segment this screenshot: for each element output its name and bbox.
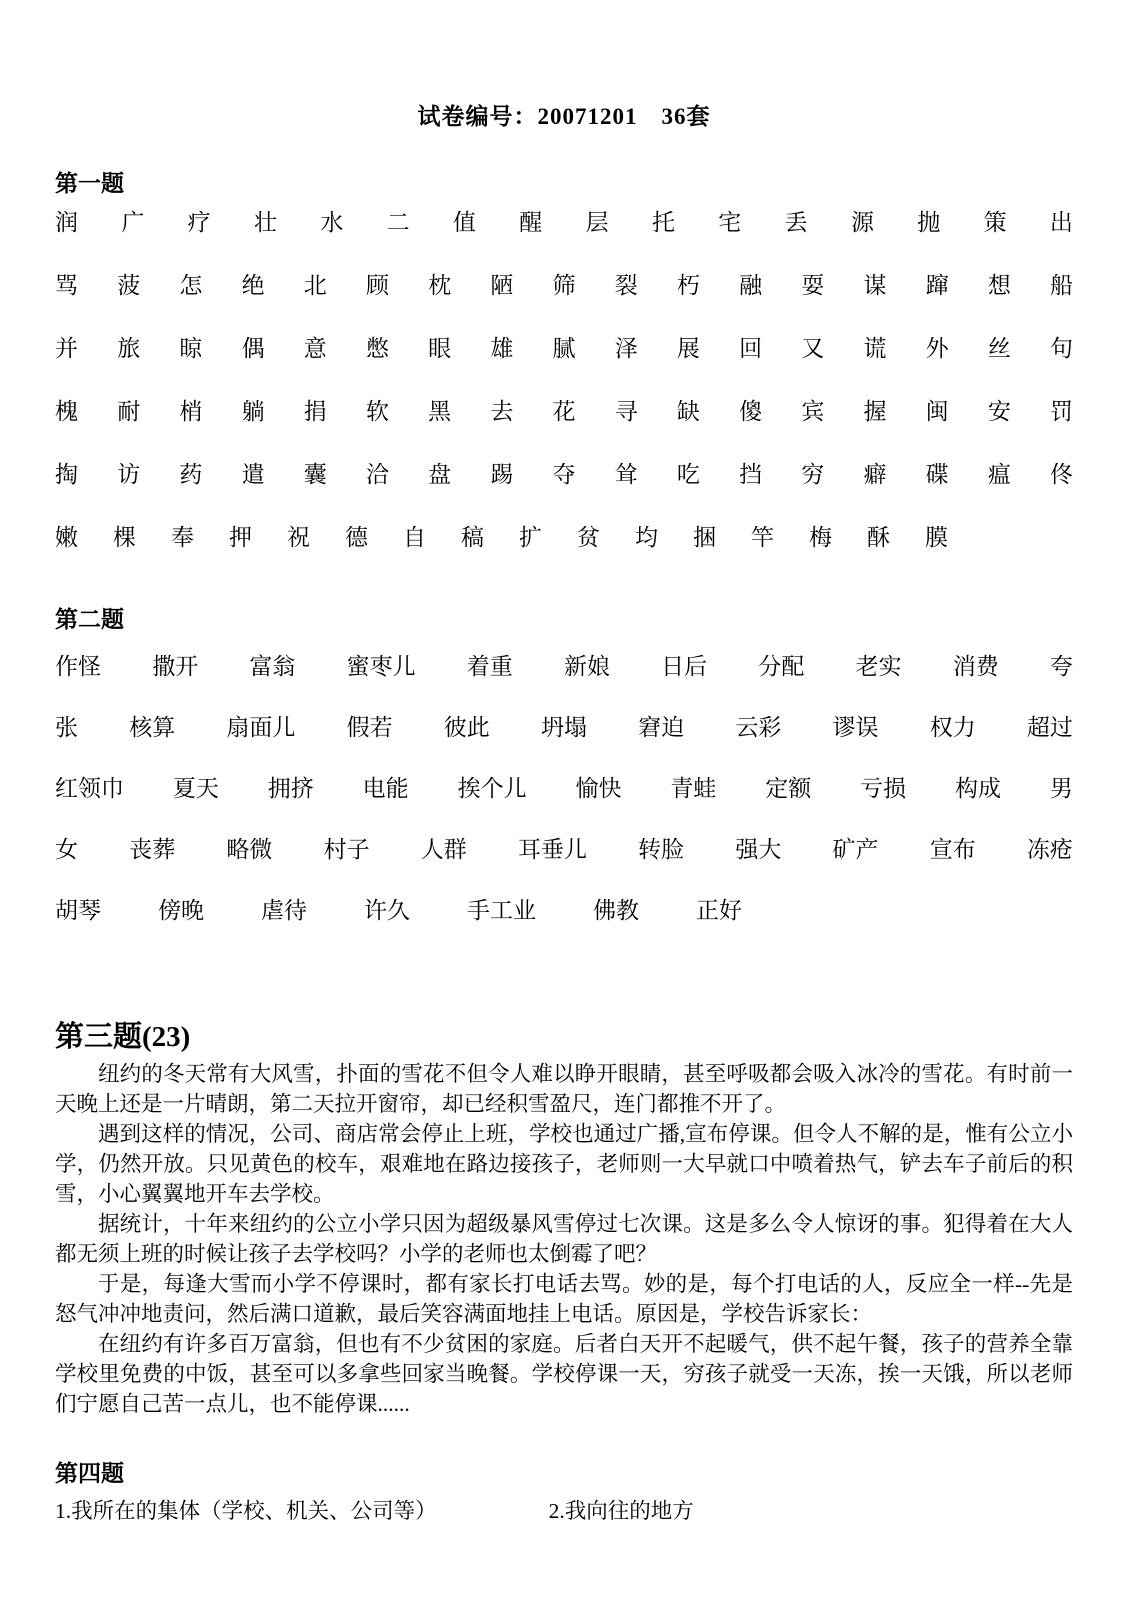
- word-cell: 云彩: [735, 715, 782, 740]
- character-cell: 遣: [241, 462, 265, 487]
- character-cell: 旅: [117, 336, 141, 361]
- character-row: [55, 397, 1073, 427]
- word-cell: 拥挤: [267, 776, 314, 801]
- character-cell: 夺: [552, 462, 576, 487]
- character-row: [55, 460, 1073, 490]
- character-cell: 丝: [987, 336, 1011, 361]
- character-cell: 傻: [739, 399, 763, 424]
- character-cell: 罚: [1050, 399, 1073, 424]
- character-cell: 洽: [365, 462, 389, 487]
- character-cell: 均: [635, 525, 658, 550]
- character-cell: 梢: [179, 399, 203, 424]
- word-cell: 假若: [346, 715, 393, 740]
- character-cell: 贫: [577, 525, 600, 550]
- character-cell: 稿: [461, 525, 484, 550]
- word-cell: 夏天: [172, 776, 219, 801]
- character-cell: 壮: [253, 210, 277, 235]
- character-cell: 膜: [925, 525, 948, 550]
- character-cell: 源: [850, 210, 874, 235]
- character-cell: 憋: [365, 336, 389, 361]
- character-cell: 腻: [552, 336, 576, 361]
- character-cell: 囊: [303, 462, 327, 487]
- character-cell: 挡: [739, 462, 763, 487]
- word-cell: 富翁: [249, 654, 296, 679]
- word-cell: 老实: [855, 654, 902, 679]
- character-cell: 润: [55, 210, 78, 235]
- spacer: [55, 926, 1073, 1014]
- character-cell: 槐: [55, 399, 78, 424]
- word-cell: 张: [55, 715, 78, 740]
- character-cell: 策: [983, 210, 1007, 235]
- character-cell: 丢: [784, 210, 808, 235]
- essay-paragraph: 据统计，十年来纽约的公立小学只因为超级暴风雪停过七次课。这是多么令人惊讶的事。犯得着在大人都无须上班的时候让孩子去学校吗？小学的老师也太倒霉了吧？: [55, 1212, 1073, 1266]
- word-cell: 矿产: [832, 837, 879, 862]
- character-cell: 吃: [676, 462, 700, 487]
- character-cell: 值: [452, 210, 476, 235]
- character-cell: 北: [303, 273, 327, 298]
- word-cell: 作怪: [55, 654, 101, 679]
- character-cell: 泽: [614, 336, 638, 361]
- word-cell: 电能: [362, 776, 409, 801]
- paper-id-title: 试卷编号：20071201 36套: [417, 104, 711, 129]
- character-cell: 雄: [490, 336, 514, 361]
- word-cell: 分配: [758, 654, 805, 679]
- word-cell: 宣布: [929, 837, 976, 862]
- word-cell: 红领巾: [55, 776, 124, 801]
- character-cell: 踢: [490, 462, 514, 487]
- spacer: [55, 1419, 1073, 1455]
- character-cell: 闽: [925, 399, 949, 424]
- character-cell: 眼: [428, 336, 452, 361]
- character-cell: 筛: [552, 273, 576, 298]
- character-cell: 谎: [863, 336, 887, 361]
- character-cell: 祝: [287, 525, 310, 550]
- character-cell: 黑: [428, 399, 452, 424]
- word-cell: 超过: [1026, 715, 1073, 740]
- essay-paragraph: 于是，每逢大雪而小学不停课时，都有家长打电话去骂。妙的是，每个打电话的人，反应全一样--先是怒气冲冲地责问，然后满口道歉，最后笑容满面地挂上电话。原因是，学校告诉家长：: [55, 1272, 1073, 1326]
- word-cell: 新娘: [563, 654, 610, 679]
- word-row: [55, 713, 1073, 743]
- word-cell: 撒开: [152, 654, 199, 679]
- character-cell: 握: [863, 399, 887, 424]
- character-cell: 梅: [809, 525, 832, 550]
- character-cell: 嫩: [55, 525, 78, 550]
- character-cell: 朽: [676, 273, 700, 298]
- character-row: [55, 334, 1073, 364]
- character-cell: 蹿: [925, 273, 949, 298]
- character-cell: 陋: [490, 273, 514, 298]
- character-cell: 自: [403, 525, 426, 550]
- word-row: [55, 652, 1073, 682]
- word-cell: 蜜枣儿: [346, 654, 416, 679]
- character-cell: 谋: [863, 273, 887, 298]
- word-cell: 夸: [1049, 654, 1073, 679]
- word-cell: 强大: [735, 837, 782, 862]
- character-cell: 顾: [365, 273, 389, 298]
- character-cell: 怎: [179, 273, 203, 298]
- character-cell: 酥: [867, 525, 890, 550]
- word-cell: 扇面儿: [226, 715, 296, 740]
- word-cell: 权力: [929, 715, 976, 740]
- character-cell: 抛: [917, 210, 941, 235]
- character-cell: 外: [925, 336, 949, 361]
- character-cell: 安: [987, 399, 1011, 424]
- character-cell: 宅: [718, 210, 742, 235]
- character-cell: 缺: [676, 399, 700, 424]
- character-cell: 层: [585, 210, 609, 235]
- spacer: [55, 553, 1073, 601]
- character-cell: 穷: [801, 462, 825, 487]
- character-row: [55, 271, 1073, 301]
- character-cell: 展: [676, 336, 700, 361]
- word-cell: 定额: [765, 776, 812, 801]
- character-cell: 碟: [925, 462, 949, 487]
- section3-essay: [55, 1059, 1073, 1419]
- character-cell: 奉: [171, 525, 194, 550]
- character-cell: 出: [1049, 210, 1073, 235]
- section1-header: 第一题: [55, 171, 124, 196]
- topic-item-1: 1.我所在的集体（学校、机关、公司等）: [55, 1499, 437, 1523]
- word-cell: 核算: [129, 715, 176, 740]
- character-cell: 掏: [55, 462, 78, 487]
- word-cell: 愉快: [575, 776, 622, 801]
- word-cell: 青蛙: [670, 776, 717, 801]
- character-cell: 船: [1050, 273, 1073, 298]
- word-cell: 挨个儿: [457, 776, 527, 801]
- character-cell: 寻: [614, 399, 638, 424]
- word-cell: 手工业: [467, 898, 536, 923]
- character-cell: 想: [987, 273, 1011, 298]
- word-cell: 傍晚: [158, 898, 204, 923]
- character-cell: 托: [651, 210, 675, 235]
- character-cell: 枕: [428, 273, 452, 298]
- character-cell: 佟: [1050, 462, 1073, 487]
- character-cell: 德: [345, 525, 368, 550]
- character-cell: 偶: [241, 336, 265, 361]
- character-row: [55, 208, 1073, 238]
- essay-paragraph: 在纽约有许多百万富翁，但也有不少贫困的家庭。后者白天开不起暖气，供不起午餐，孩子的营养全靠学校里免费的中饭，甚至可以多拿些回家当晚餐。学校停课一天，穷孩子就受一天冻，挨一天饿，所以老师们宁愿自己苦一点儿，也不能停课......: [55, 1332, 1073, 1416]
- character-cell: 句: [1050, 336, 1073, 361]
- word-cell: 女: [55, 837, 78, 862]
- character-cell: 裂: [614, 273, 638, 298]
- character-cell: 二: [386, 210, 410, 235]
- character-cell: 骂: [55, 273, 78, 298]
- word-cell: 着重: [466, 654, 513, 679]
- character-cell: 宾: [801, 399, 825, 424]
- character-cell: 软: [365, 399, 389, 424]
- word-cell: 构成: [955, 776, 1002, 801]
- essay-paragraph: 纽约的冬天常有大风雪，扑面的雪花不但令人难以睁开眼睛，甚至呼吸都会吸入冰冷的雪花。有时前一天晚上还是一片晴朗，第二天拉开窗帘，却已经积雪盈尺，连门都推不开了。: [55, 1062, 1073, 1116]
- word-row: [55, 835, 1073, 865]
- character-cell: 绝: [241, 273, 265, 298]
- character-cell: 访: [117, 462, 141, 487]
- character-cell: 棵: [113, 525, 136, 550]
- section1-character-grid: [55, 208, 1073, 553]
- character-cell: 并: [55, 336, 78, 361]
- topic-item-2: 2.我向往的地方: [548, 1499, 694, 1523]
- word-row: [55, 774, 1073, 804]
- section3-header: 第三题(23): [55, 1021, 191, 1053]
- character-cell: 癖: [863, 462, 887, 487]
- character-cell: 捆: [693, 525, 716, 550]
- character-cell: 广: [121, 210, 145, 235]
- character-cell: 瘟: [987, 462, 1011, 487]
- word-cell: 正好: [696, 898, 742, 923]
- section4-topics: [55, 1496, 1073, 1526]
- word-row: [55, 896, 1073, 926]
- character-cell: 花: [552, 399, 576, 424]
- character-cell: 耐: [117, 399, 141, 424]
- character-cell: 水: [320, 210, 344, 235]
- character-cell: 耸: [614, 462, 638, 487]
- section2-header: 第二题: [55, 607, 124, 632]
- word-cell: 彼此: [443, 715, 490, 740]
- word-cell: 村子: [323, 837, 370, 862]
- section2-word-grid: [55, 652, 1073, 926]
- word-cell: 佛教: [593, 898, 639, 923]
- section4-header: 第四题: [55, 1461, 124, 1486]
- word-cell: 男: [1049, 776, 1073, 801]
- word-cell: 胡琴: [55, 898, 101, 923]
- character-cell: 去: [490, 399, 514, 424]
- word-cell: 许久: [364, 898, 410, 923]
- character-cell: 回: [739, 336, 763, 361]
- word-cell: 人群: [420, 837, 467, 862]
- character-cell: 扩: [519, 525, 542, 550]
- word-cell: 虐待: [261, 898, 307, 923]
- word-cell: 转脸: [638, 837, 685, 862]
- word-cell: 亏损: [860, 776, 907, 801]
- character-cell: 耍: [801, 273, 825, 298]
- character-cell: 押: [229, 525, 252, 550]
- character-cell: 菠: [117, 273, 141, 298]
- word-cell: 消费: [952, 654, 999, 679]
- word-cell: 略微: [226, 837, 273, 862]
- character-cell: 竿: [751, 525, 774, 550]
- character-cell: 意: [303, 336, 327, 361]
- character-cell: 醒: [519, 210, 543, 235]
- character-cell: 捐: [303, 399, 327, 424]
- character-cell: 融: [739, 273, 763, 298]
- word-cell: 丧葬: [129, 837, 176, 862]
- character-row: [55, 523, 1073, 553]
- word-cell: 耳垂儿: [517, 837, 587, 862]
- character-cell: 药: [179, 462, 203, 487]
- word-cell: 坍塌: [540, 715, 587, 740]
- character-cell: 躺: [241, 399, 265, 424]
- character-cell: 疗: [187, 210, 211, 235]
- essay-paragraph: 遇到这样的情况，公司、商店常会停止上班，学校也通过广播,宣布停课。但令人不解的是，惟有公立小学，仍然开放。只见黄色的校车，艰难地在路边接孩子，老师则一大早就口中喷着热气，铲去车子前后的积雪，小心翼翼地开车去学校。: [55, 1122, 1073, 1206]
- word-cell: 日后: [661, 654, 708, 679]
- word-cell: 冻疮: [1026, 837, 1073, 862]
- character-cell: 盘: [428, 462, 452, 487]
- word-cell: 窘迫: [638, 715, 685, 740]
- character-cell: 晾: [179, 336, 203, 361]
- character-cell: 又: [801, 336, 825, 361]
- word-cell: 谬误: [832, 715, 879, 740]
